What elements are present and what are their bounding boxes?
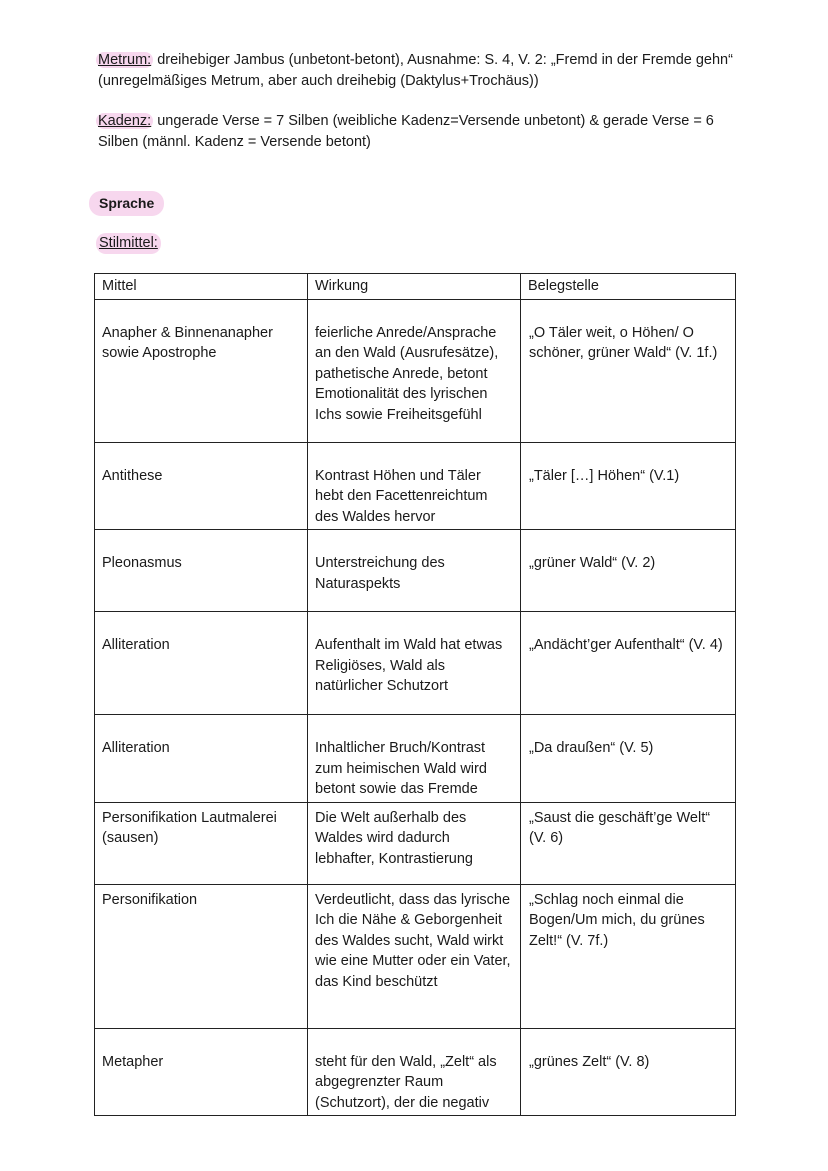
- header-mittel: Mittel: [95, 274, 308, 300]
- cell-beleg: „Täler […] Höhen“ (V.1): [529, 467, 680, 484]
- cell-beleg: „Saust die geschäft’ge Welt“ (V. 6): [529, 809, 711, 846]
- table-header-row: [95, 274, 736, 300]
- table-row: [95, 612, 736, 715]
- subsection-heading: Stilmittel:: [96, 233, 161, 254]
- cell-beleg: „O Täler weit, o Höhen/ O schöner, grüner Wald“ (V. 1f.): [529, 324, 718, 361]
- cell-wirkung: Unterstreichung des Naturaspekts: [315, 555, 445, 592]
- cell-beleg: „Da draußen“ (V. 5): [529, 740, 654, 756]
- cell-mittel: Antithese: [102, 467, 163, 484]
- cell-mittel: Anapher & Binnenanapher sowie Apostrophe: [102, 324, 273, 361]
- kadenz-text: ungerade Verse = 7 Silben (weibliche Kadenz=Versende unbetont) & gerade Verse = 6 Silben (männl. Kadenz = Versende betont): [98, 113, 714, 150]
- section-heading: Sprache: [89, 191, 164, 216]
- kadenz-paragraph: [98, 111, 738, 152]
- cell-beleg: „grünes Zelt“ (V. 8): [529, 1053, 650, 1070]
- metrum-paragraph: [98, 50, 738, 91]
- metrum-text: dreihebiger Jambus (unbetont-betont), Ausnahme: S. 4, V. 2: „Fremd in der Fremde gehn“ (unregelmäßiges Metrum, aber auch dreihebig (Daktylus+Trochäus)): [98, 52, 733, 89]
- table-row: [95, 1028, 736, 1116]
- table-row: [95, 530, 736, 612]
- table-row: [95, 299, 736, 442]
- cell-beleg: „grüner Wald“ (V. 2): [529, 555, 656, 571]
- cell-mittel: Alliteration: [102, 740, 170, 756]
- cell-beleg: „Andächt’ger Aufenthalt“ (V. 4): [529, 637, 723, 653]
- cell-wirkung: Aufenthalt im Wald hat etwas Religiöses, Wald als natürlicher Schutzort: [315, 637, 503, 694]
- cell-wirkung: feierliche Anrede/Ansprache an den Wald (Ausrufesätze), pathetische Anrede, betont Emotionalität des lyrischen Ichs sowie Freiheitsgefühl: [315, 324, 499, 423]
- cell-mittel: Personifikation: [102, 891, 198, 908]
- cell-wirkung: Verdeutlicht, dass das lyrische Ich die Nähe & Geborgenheit des Waldes sucht, Wald wirkt wie eine Mutter oder ein Vater, das Kind beschützt: [315, 891, 511, 990]
- header-wirkung: Wirkung: [308, 274, 521, 300]
- cell-wirkung: Die Welt außerhalb des Waldes wird dadurch lebhafter, Kontrastierung: [315, 809, 473, 867]
- table-row: [95, 884, 736, 1028]
- cell-mittel: Metapher: [102, 1053, 164, 1070]
- cell-wirkung: steht für den Wald, „Zelt“ als abgegrenzter Raum (Schutzort), der die negativ: [315, 1053, 497, 1111]
- kadenz-label: Kadenz:: [98, 113, 152, 129]
- metrum-label: Metrum:: [98, 52, 152, 68]
- cell-mittel: Alliteration: [102, 637, 170, 653]
- table-row: [95, 802, 736, 884]
- cell-beleg: „Schlag noch einmal die Bogen/Um mich, du grünes Zelt!“ (V. 7f.): [529, 891, 705, 949]
- cell-wirkung: Kontrast Höhen und Täler hebt den Facettenreichtum des Waldes hervor: [315, 467, 488, 525]
- cell-mittel: Pleonasmus: [102, 555, 182, 571]
- table-row: [95, 715, 736, 803]
- stilmittel-table: [94, 273, 736, 1116]
- table-row: [95, 442, 736, 530]
- cell-mittel: Personifikation Lautmalerei (sausen): [102, 809, 277, 846]
- cell-wirkung: Inhaltlicher Bruch/Kontrast zum heimischen Wald wird betont sowie das Fremde: [315, 740, 487, 797]
- header-belegstelle: Belegstelle: [521, 274, 736, 300]
